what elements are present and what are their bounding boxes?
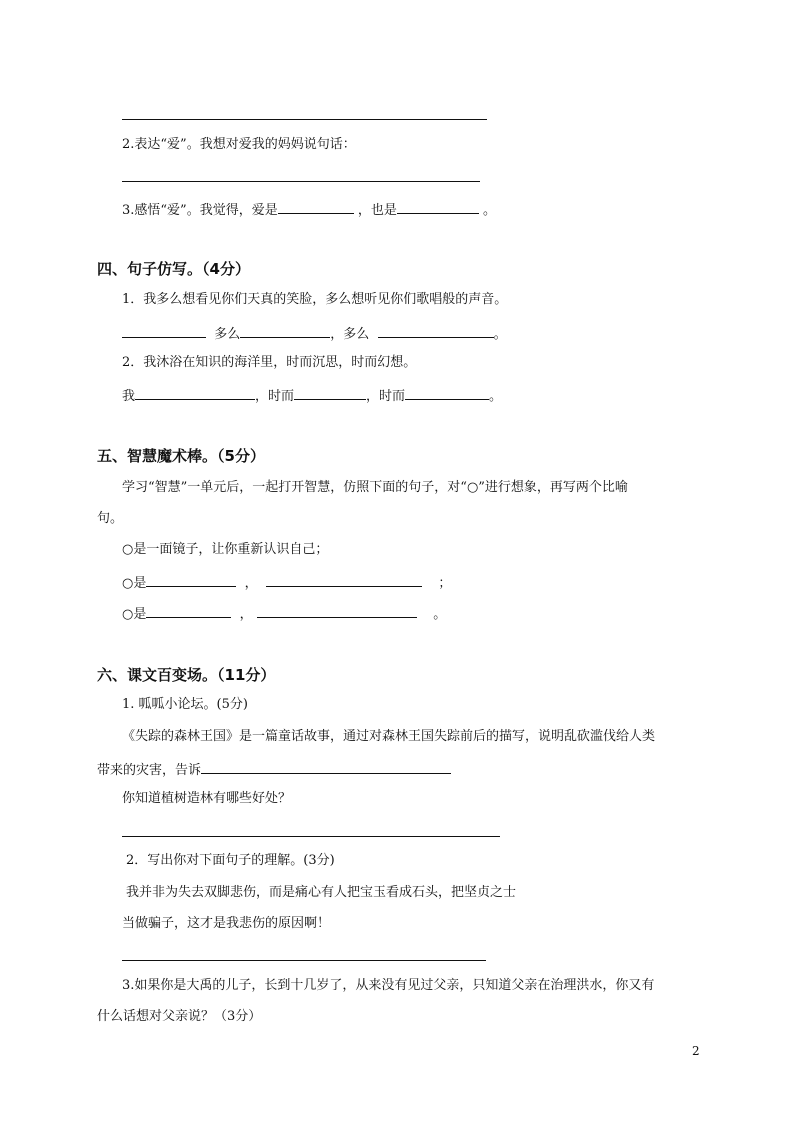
question-text: 。: [483, 203, 497, 218]
answer-blank[interactable]: [278, 199, 354, 214]
answer-blank[interactable]: [135, 385, 255, 400]
quoted-sentence: 我并非为失去双脚悲伤，而是痛心有人把宝玉看成石头，把坚贞之士: [126, 885, 517, 900]
answer-blank[interactable]: [146, 572, 236, 587]
answer-blank[interactable]: [146, 603, 231, 618]
question-3-3: [122, 199, 496, 220]
question-6-2: 2．写出你对下面句子的理解。(3分): [126, 853, 335, 868]
quoted-sentence-cont: 当做骗子，这才是我悲伤的原因啊！: [122, 916, 331, 931]
answer-blank[interactable]: [378, 323, 494, 338]
question-text: 多么: [214, 327, 241, 342]
question-text: ，时而: [366, 389, 406, 404]
answer-blank[interactable]: [294, 385, 366, 400]
answer-line[interactable]: [122, 836, 500, 837]
question-text: ，时而: [255, 389, 295, 404]
question-text: ，多么: [330, 327, 370, 342]
question-text: 3.感悟“爱”。我觉得，爱是: [122, 203, 278, 218]
section-5-heading: 五、智慧魔术棒。（5分）: [97, 447, 265, 465]
question-text: ，: [239, 607, 253, 622]
question-text: ○是: [122, 576, 147, 591]
question-text: 。: [433, 607, 447, 622]
question-4-2: 2．我沐浴在知识的海洋里，时而沉思，时而幻想。: [122, 355, 417, 370]
answer-line[interactable]: [122, 960, 486, 961]
answer-line[interactable]: [122, 181, 480, 182]
question-text: ，: [244, 576, 258, 591]
answer-blank[interactable]: [397, 199, 479, 214]
question-4-1-answer: [122, 323, 507, 344]
section-5-answer-2: [122, 603, 446, 624]
question-text: 我: [122, 389, 136, 404]
question-6-1-text: 《失踪的森林王国》是一篇童话故事，通过对森林王国失踪前后的描写，说明乱砍滥伐给人类: [122, 729, 656, 744]
question-text: ；: [438, 576, 452, 591]
section-5-intro-cont: 句。: [97, 511, 124, 526]
question-text: 。: [493, 327, 507, 342]
page-number: 2: [692, 1044, 700, 1058]
question-text: ，也是: [357, 203, 397, 218]
answer-blank[interactable]: [240, 323, 330, 338]
section-5-intro: 学习“智慧”一单元后，一起打开智慧，仿照下面的句子，对“○”进行想象，再写两个比喻: [122, 480, 628, 495]
question-text: 带来的灾害，告诉: [97, 763, 202, 778]
answer-blank[interactable]: [257, 603, 417, 618]
question-6-1-prompt: 你知道植树造林有哪些好处？: [122, 791, 292, 806]
question-6-3-cont: 什么话想对父亲说？（3分）: [97, 1009, 262, 1024]
answer-blank[interactable]: [201, 759, 451, 774]
question-3-2: 2.表达“爱”。我想对爱我的妈妈说句话：: [122, 137, 356, 152]
answer-blank[interactable]: [405, 385, 489, 400]
question-text: 。: [489, 389, 503, 404]
question-6-1: 1. 呱呱小论坛。(5分): [122, 697, 248, 712]
question-6-1-text-cont: [97, 759, 451, 780]
answer-line[interactable]: [122, 119, 487, 120]
section-4-heading: 四、句子仿写。（4分）: [97, 260, 250, 278]
section-5-answer-1: [122, 572, 451, 593]
answer-blank[interactable]: [266, 572, 422, 587]
question-text: ○是: [122, 607, 147, 622]
section-6-heading: 六、课文百变场。（11分）: [97, 666, 276, 684]
answer-blank[interactable]: [122, 323, 206, 338]
section-5-example: ○是一面镜子，让你重新认识自己；: [122, 542, 329, 557]
question-4-1: 1．我多么想看见你们天真的笑脸，多么想听见你们歌唱般的声音。: [122, 292, 508, 307]
question-6-3: 3.如果你是大禹的儿子，长到十几岁了，从来没有见过父亲，只知道父亲在治理洪水，你又有: [122, 978, 655, 993]
question-4-2-answer: [122, 385, 502, 406]
